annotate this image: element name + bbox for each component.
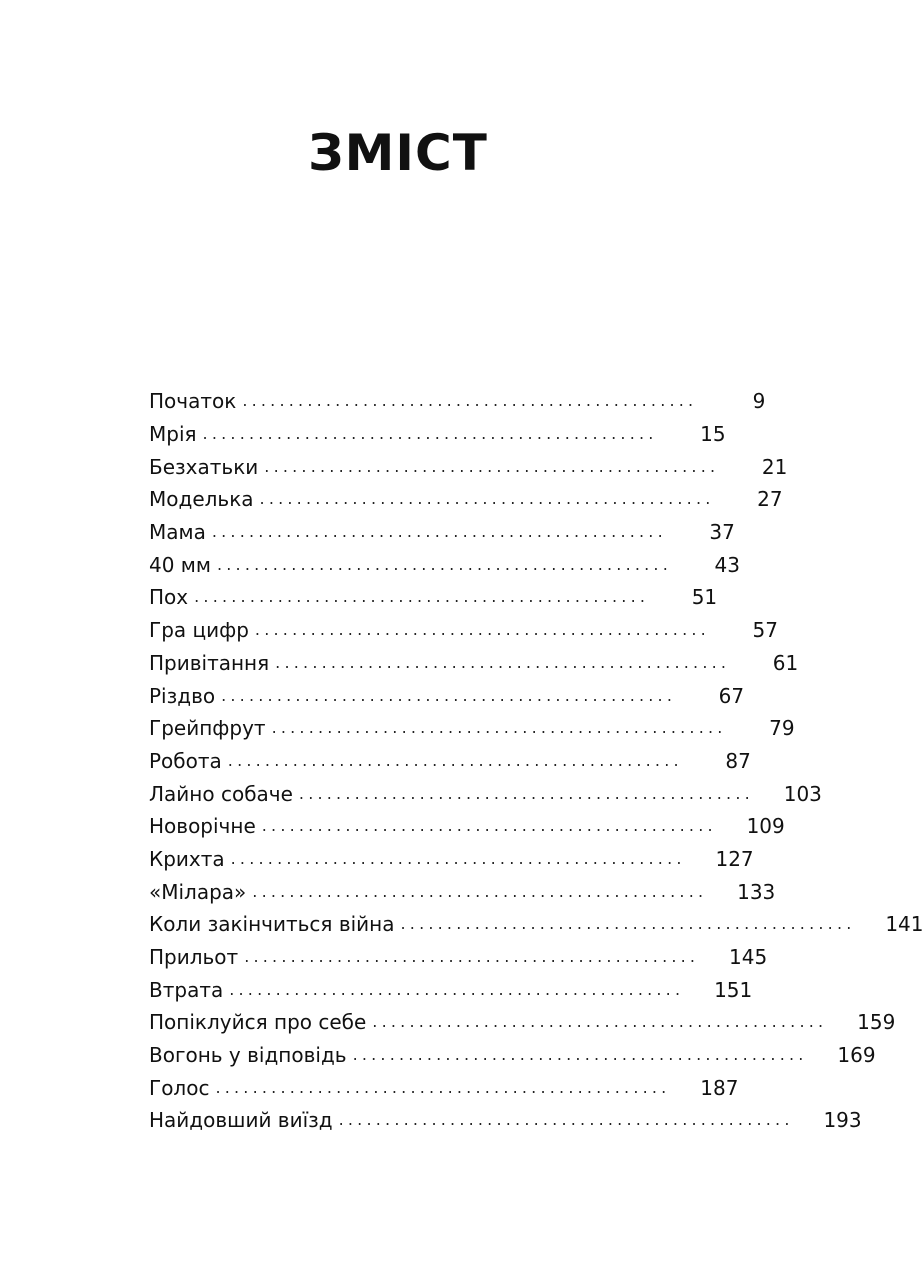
toc-entry-page-number: 57 (752, 618, 778, 643)
toc-dot-leader: ................................................. (275, 652, 731, 672)
toc-entry-page-number: 61 (772, 650, 799, 675)
toc-dot-leader: ................................................. (244, 947, 700, 967)
toc-entry (149, 1071, 739, 1104)
toc-entry-title: 40 мм (149, 552, 211, 577)
toc-entry-title: Робота (149, 748, 222, 773)
toc-dot-leader: ................................................. (254, 620, 710, 640)
toc-entry (149, 516, 735, 549)
page-title: ЗМІСТ (308, 124, 488, 182)
toc-entry (149, 548, 740, 581)
toc-entry-page-number: 21 (761, 454, 788, 479)
toc-dot-leader: ................................................. (242, 391, 698, 411)
toc-entry-page-number: 43 (714, 552, 740, 577)
toc-entry-page-number: 15 (700, 422, 726, 447)
toc-entry-title: Крихта (149, 846, 225, 871)
toc-entry-title: Втрата (149, 977, 224, 1002)
toc-entry (149, 1039, 876, 1072)
toc-entry-page-number: 67 (718, 683, 745, 708)
toc-entry (149, 1006, 896, 1039)
toc-dot-leader: ................................................. (227, 750, 683, 770)
toc-entry (149, 973, 753, 1006)
toc-entry-title: Привітання (149, 650, 270, 675)
toc-dot-leader: ................................................. (259, 489, 715, 509)
toc-entry-page-number: 79 (769, 716, 795, 741)
toc-entry (149, 385, 766, 418)
toc-dot-leader: ................................................. (229, 979, 685, 999)
toc-entry-title: Найдовший виїзд (149, 1108, 333, 1133)
toc-entry-page-number: 133 (737, 879, 776, 904)
toc-entry-title: Грейпфрут (149, 716, 266, 741)
toc-dot-leader: ................................................. (216, 554, 672, 574)
toc-entry (149, 875, 776, 908)
toc-entry-page-number: 159 (857, 1010, 896, 1035)
toc-dot-leader: ................................................. (215, 1077, 671, 1097)
toc-entry-page-number: 187 (700, 1075, 739, 1100)
toc-entry-page-number: 103 (783, 781, 822, 806)
toc-dot-leader: ................................................. (264, 456, 720, 476)
table-of-contents (149, 385, 924, 1137)
toc-dot-leader: ................................................. (221, 685, 677, 705)
toc-entry-page-number: 141 (885, 912, 924, 937)
toc-entry-title: Голос (149, 1075, 210, 1100)
toc-entry (149, 647, 799, 680)
toc-dot-leader: ................................................. (194, 587, 650, 607)
toc-entry (149, 450, 788, 483)
toc-entry-title: Гра цифр (149, 618, 249, 643)
toc-entry-title: Різдво (149, 683, 216, 708)
toc-entry-title: Безхатьки (149, 454, 259, 479)
toc-dot-leader: ................................................. (230, 848, 686, 868)
toc-entry-page-number: 37 (709, 520, 735, 545)
toc-entry (149, 1104, 862, 1137)
toc-dot-leader: ................................................. (202, 424, 658, 444)
toc-entry-page-number: 87 (725, 748, 751, 773)
toc-dot-leader: ................................................. (271, 718, 727, 738)
toc-entry (149, 777, 822, 810)
toc-entry-title: Лайно собаче (149, 781, 293, 806)
toc-entry-page-number: 27 (757, 487, 783, 512)
toc-entry-title: Новорічне (149, 814, 256, 839)
toc-entry (149, 483, 783, 516)
toc-entry-page-number: 145 (729, 945, 768, 970)
toc-entry (149, 679, 745, 712)
toc-entry-page-number: 151 (714, 977, 753, 1002)
toc-entry-title: Пох (149, 585, 189, 610)
toc-dot-leader: ................................................. (372, 1012, 828, 1032)
toc-entry-page-number: 127 (715, 846, 754, 871)
toc-dot-leader: ................................................. (352, 1045, 808, 1065)
toc-entry (149, 581, 718, 614)
toc-entry (149, 745, 751, 778)
toc-entry (149, 843, 754, 876)
toc-entry-title: Початок (149, 389, 237, 414)
toc-entry (149, 908, 924, 941)
toc-entry-page-number: 109 (746, 814, 785, 839)
toc-entry-page-number: 169 (837, 1043, 876, 1068)
toc-dot-leader: ................................................. (261, 816, 717, 836)
toc-entry-title: Коли закінчиться війна (149, 912, 395, 937)
toc-entry-page-number: 51 (691, 585, 718, 610)
toc-entry-title: Попіклуйся про себе (149, 1010, 367, 1035)
toc-dot-leader: ................................................. (338, 1110, 794, 1130)
toc-entry (149, 810, 785, 843)
toc-dot-leader: ................................................. (252, 881, 708, 901)
toc-dot-leader: ................................................. (298, 783, 754, 803)
toc-entry (149, 418, 726, 451)
toc-entry (149, 712, 795, 745)
toc-entry-page-number: 193 (823, 1108, 862, 1133)
toc-entry (149, 941, 768, 974)
toc-entry-title: «Мілара» (149, 879, 247, 904)
toc-entry-title: Мрія (149, 422, 197, 447)
toc-entry-title: Мама (149, 520, 206, 545)
toc-entry-title: Моделька (149, 487, 254, 512)
toc-dot-leader: ................................................. (400, 914, 856, 934)
toc-entry (149, 614, 778, 647)
toc-dot-leader: ................................................. (211, 522, 667, 542)
toc-entry-title: Вогонь у відповідь (149, 1043, 347, 1068)
toc-entry-title: Прильот (149, 945, 239, 970)
toc-entry-page-number: 9 (752, 389, 766, 414)
